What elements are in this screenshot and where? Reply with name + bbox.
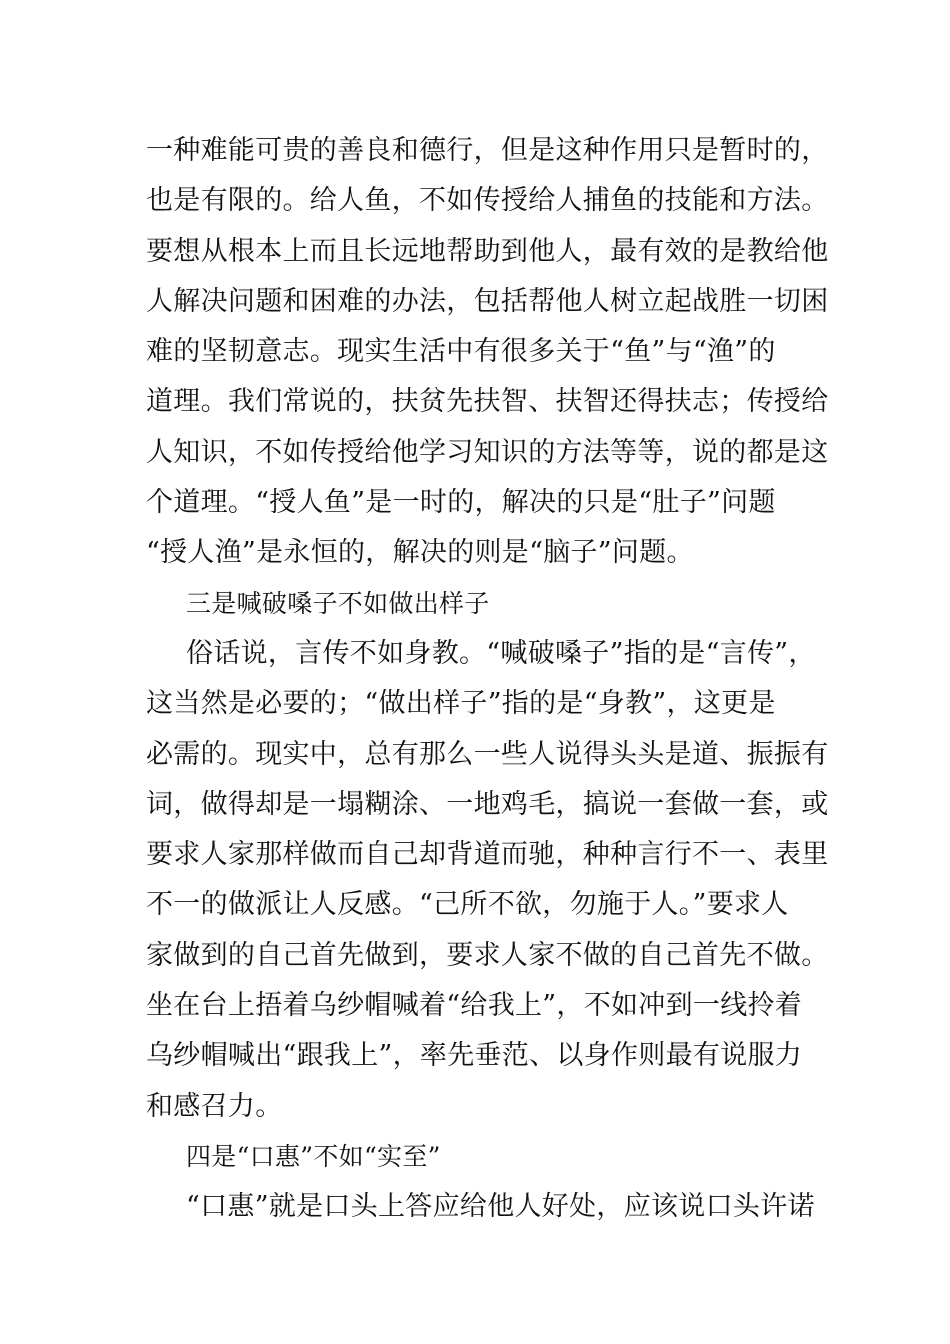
paragraph-line: 一种难能可贵的善良和德行，但是这种作用只是暂时的， <box>146 135 829 166</box>
paragraph-line: 这当然是必要的；“做出样子”指的是“身教”，这更是 <box>146 688 776 720</box>
paragraph-line: 要求人家那样做而自己却背道而驰，种种言行不一、表里 <box>146 839 829 871</box>
paragraph-line: 和感召力。 <box>146 1090 283 1122</box>
paragraph-line: 道理。我们常说的，扶贫先扶智、扶智还得扶志；传授给 <box>146 386 829 418</box>
body-text <box>146 126 829 1233</box>
paragraph-line: 词，做得却是一塌糊涂、一地鸡毛，搞说一套做一套，或 <box>146 788 829 820</box>
paragraph-line: 俗话说，言传不如身教。“喊破嗓子”指的是“言传”， <box>186 637 816 669</box>
paragraph-line: 坐在台上捂着乌纱帽喊着“给我上”，不如冲到一线拎着 <box>146 990 803 1022</box>
paragraph-line: 难的坚韧意志。现实生活中有很多关于“鱼”与“渔”的 <box>146 336 776 368</box>
paragraph-line: “口惠”就是口头上答应给他人好处，应该说口头许诺 <box>186 1191 815 1223</box>
paragraph-line: 家做到的自己首先做到，要求人家不做的自己首先不做。 <box>146 939 829 971</box>
section-heading-4: 四是“口惠”不如“实至” <box>186 1141 441 1171</box>
paragraph-line: 也是有限的。给人鱼，不如传授给人捕鱼的技能和方法。 <box>146 185 829 217</box>
paragraph-line: “授人渔”是永恒的，解决的则是“脑子”问题。 <box>146 537 694 569</box>
paragraph-line: 乌纱帽喊出“跟我上”，率先垂范、以身作则最有说服力 <box>146 1040 803 1072</box>
paragraph-line: 要想从根本上而且长远地帮助到他人，最有效的是教给他 <box>146 235 829 267</box>
paragraph-line: 必需的。现实中，总有那么一些人说得头头是道、振振有 <box>146 738 829 770</box>
paragraph-line: 个道理。“授人鱼”是一时的，解决的只是“肚子”问题 <box>146 487 776 519</box>
paragraph-line: 不一的做派让人反感。“己所不欲，勿施于人。”要求人 <box>146 889 789 921</box>
paragraph-line: 人解决问题和困难的办法，包括帮他人树立起战胜一切困 <box>146 285 829 317</box>
paragraph-line: 人知识，不如传授给他学习知识的方法等等，说的都是这 <box>146 436 829 468</box>
section-heading-3: 三是喊破嗓子不如做出样子 <box>186 588 490 618</box>
